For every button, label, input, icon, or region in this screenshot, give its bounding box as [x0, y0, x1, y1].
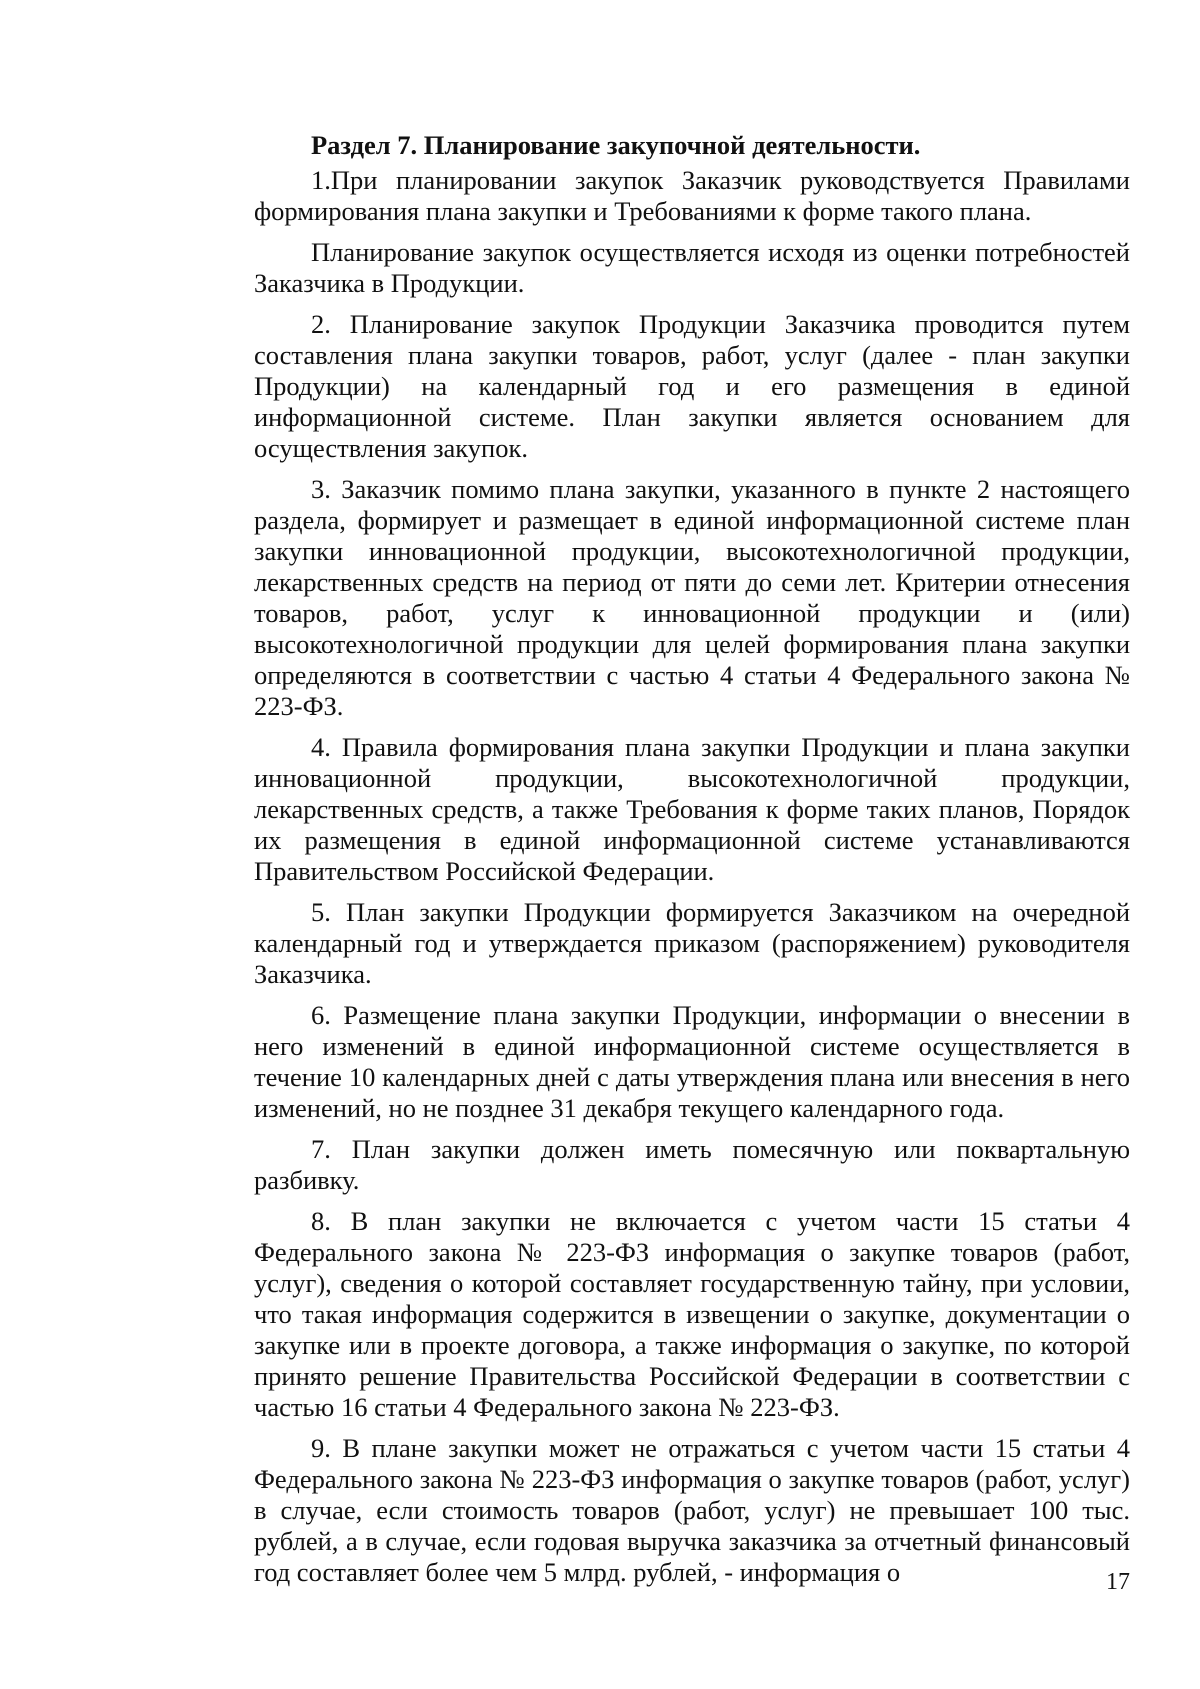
paragraph-1-continued: Планирование закупок осуществляется исходя из оценки потребностей Заказчика в Продукции.: [254, 237, 1130, 298]
page-number: 17: [1106, 1569, 1130, 1595]
paragraph-1: 1.При планировании закупок Заказчик руководствуется Правилами формирования плана закупки и Требованиями к форме такого плана.: [254, 165, 1130, 226]
paragraph-6: 6. Размещение плана закупки Продукции, информации о внесении в него изменений в единой информационной системе осуществляется в течение 10 календарных дней с даты утверждения плана или внесения в него изменений, но не позднее 31 декабря текущего календарного года.: [254, 1000, 1130, 1123]
paragraph-3: 3. Заказчик помимо плана закупки, указанного в пункте 2 настоящего раздела, формирует и размещает в единой информационной системе план закупки инновационной продукции, высокотехнологичной продукции, лекарственных средств на период от пяти до семи лет. Критерии отнесения товаров, работ, услуг к инновационной продукции и (или) высокотехнологичной продукции для целей формирования плана закупки определяются в соответствии с частью 4 статьи 4 Федерального закона № 223-ФЗ.: [254, 474, 1130, 721]
paragraph-7: 7. План закупки должен иметь помесячную или поквартальную разбивку.: [254, 1134, 1130, 1195]
section-heading: Раздел 7. Планирование закупочной деятельности.: [311, 130, 921, 160]
paragraph-8: 8. В план закупки не включается с учетом части 15 статьи 4 Федерального закона № 223-ФЗ информация о закупке товаров (работ, услуг), сведения о которой составляет государственную тайну, при условии, что такая информация содержится в извещении о закупке, документации о закупке или в проекте договора, а также информация о закупке, по которой принято решение Правительства Российской Федерации в соответствии с частью 16 статьи 4 Федерального закона № 223-ФЗ.: [254, 1206, 1130, 1422]
paragraph-4: 4. Правила формирования плана закупки Продукции и плана закупки инновационной продукции, высокотехнологичной продукции, лекарственных средств, а также Требования к форме таких планов, Порядок их размещения в единой информационной системе устанавливаются Правительством Российской Федерации.: [254, 732, 1130, 886]
paragraph-5: 5. План закупки Продукции формируется Заказчиком на очередной календарный год и утверждается приказом (распоряжением) руководителя Заказчика.: [254, 897, 1130, 989]
paragraph-9: 9. В плане закупки может не отражаться с учетом части 15 статьи 4 Федерального закона № 223-ФЗ информация о закупке товаров (работ, услуг) в случае, если стоимость товаров (работ, услуг) не превышает 100 тыс. рублей, а в случае, если годовая выручка заказчика за отчетный финансовый год составляет более чем 5 млрд. рублей, - информация о: [254, 1433, 1130, 1587]
paragraph-2: 2. Планирование закупок Продукции Заказчика проводится путем составления плана закупки товаров, работ, услуг (далее - план закупки Продукции) на календарный год и его размещения в единой информационной системе. План закупки является основанием для осуществления закупок.: [254, 309, 1130, 463]
document-page: [254, 130, 1130, 1598]
